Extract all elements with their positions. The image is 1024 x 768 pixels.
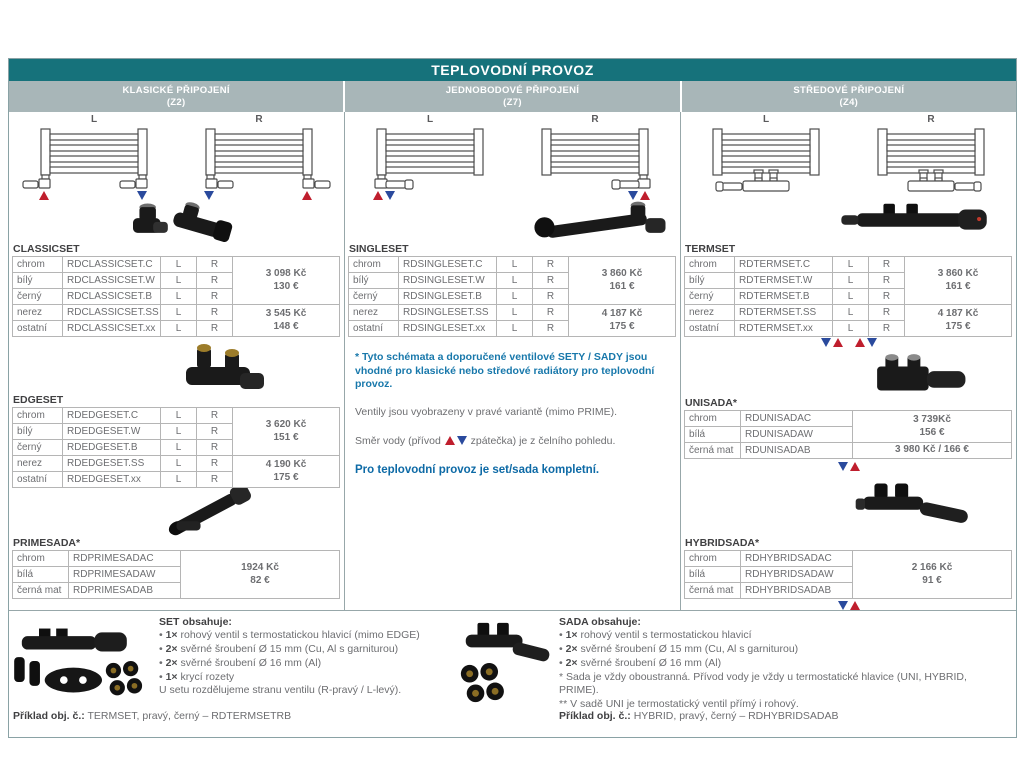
edgeset-table	[12, 407, 340, 488]
catalog-page	[8, 58, 1017, 738]
right-variant-cell: R	[197, 257, 233, 273]
sada-contents-photo	[447, 617, 552, 712]
supply-arrow-icon	[445, 436, 455, 445]
color-cell: bílý	[13, 273, 63, 289]
page-title: TEPLOVODNÍ PROVOZ	[9, 59, 1016, 81]
color-cell: nerez	[349, 305, 399, 321]
primesada-photo-row	[9, 488, 344, 536]
column-headers	[9, 81, 1016, 112]
left-variant-cell: L	[161, 472, 197, 488]
return-arrow-icon	[457, 436, 467, 445]
diagram-variant-label: L	[90, 114, 98, 125]
termset-product-photo	[830, 198, 1000, 242]
table-row	[685, 551, 1012, 567]
single-diagrams	[345, 112, 680, 198]
supply-arrow-icon	[850, 601, 860, 610]
color-cell: černá mat	[685, 443, 741, 459]
code-cell: RDPRIMESADAC	[69, 551, 181, 567]
diagram-classic-left	[19, 114, 169, 198]
price-cell: 3 860 Kč 161 €	[569, 257, 676, 305]
left-variant-cell: L	[833, 257, 869, 273]
return-arrow-icon	[838, 601, 848, 610]
footer	[9, 610, 1016, 736]
left-variant-cell: L	[161, 273, 197, 289]
singleset-label: SINGLESET	[349, 243, 409, 255]
sada-parts-photo	[447, 617, 552, 707]
code-cell: RDEDGESET.xx	[63, 472, 161, 488]
table-row	[685, 411, 1012, 427]
primesada-table	[12, 550, 340, 599]
price-cell: 3 545 Kč 148 €	[233, 305, 340, 337]
price-cell: 3 739Kč 156 €	[853, 411, 1012, 443]
color-cell: černý	[13, 440, 63, 456]
left-variant-cell: L	[161, 289, 197, 305]
right-variant-cell: R	[197, 273, 233, 289]
left-variant-cell: L	[161, 305, 197, 321]
diagram-variant-label: R	[591, 114, 599, 125]
note-flow-direction: Směr vody (přívod zpátečka) je z čelního pohledu.	[355, 434, 616, 447]
code-cell: RDPRIMESADAW	[69, 567, 181, 583]
right-variant-cell: R	[197, 440, 233, 456]
code-cell: RDHYBRIDSADAW	[741, 567, 853, 583]
flow-direction-icons	[681, 461, 1016, 474]
right-variant-cell: R	[197, 408, 233, 424]
note-schemata: * Tyto schémata a doporučené ventilové SETY / SADY jsou vhodné pro klasické nebo středové radiátory pro teplovodní provoz.	[355, 351, 655, 391]
edgeset-label: EDGESET	[13, 394, 64, 406]
sada-note-1: * Sada je vždy oboustranná. Přívod vody je vždy u termostatické hlavice (UNI, HYBRID, PRIME).	[559, 670, 967, 697]
list-item: • 2× svěrné šroubení Ø 15 mm (Cu, Al s garniturou)	[559, 643, 1009, 657]
termset-table	[684, 256, 1012, 337]
table-row	[13, 408, 340, 424]
code-cell: RDSINGLESET.B	[399, 289, 497, 305]
classicset-product-photo	[107, 198, 247, 242]
code-cell: RDUNISADAW	[741, 427, 853, 443]
radiator-classic-left-drawing	[19, 126, 169, 202]
column-header-classic: KLASICKÉ PŘIPOJENÍ (Z2)	[9, 81, 343, 112]
left-variant-cell: L	[497, 289, 533, 305]
price-cell: 4 187 Kč 175 €	[905, 305, 1012, 337]
set-order-example: Příklad obj. č.: TERMSET, pravý, černý – RDTERMSETRB	[13, 710, 292, 722]
list-item: • 1× krycí rozety	[159, 671, 449, 685]
left-variant-cell: L	[161, 321, 197, 337]
color-cell: černá mat	[685, 583, 741, 599]
code-cell: RDEDGESET.B	[63, 440, 161, 456]
price-cell: 3 860 Kč 161 €	[905, 257, 1012, 305]
color-cell: chrom	[13, 257, 63, 273]
list-item: • 1× rohový ventil s termostatickou hlavicí	[559, 629, 1009, 643]
left-variant-cell: L	[497, 257, 533, 273]
color-cell: chrom	[349, 257, 399, 273]
price-cell: 4 187 Kč 175 €	[569, 305, 676, 337]
right-variant-cell: R	[869, 321, 905, 337]
right-variant-cell: R	[533, 257, 569, 273]
color-cell: ostatní	[685, 321, 735, 337]
return-arrow-icon	[867, 338, 877, 347]
hybridsada-table	[684, 550, 1012, 599]
sada-contents	[559, 616, 1009, 712]
price-cell: 1924 Kč 82 €	[181, 551, 340, 599]
color-cell: bílá	[13, 567, 69, 583]
edgeset-photo-row	[9, 337, 344, 393]
diagram-variant-label: R	[255, 114, 263, 125]
right-variant-cell: R	[197, 321, 233, 337]
set-side-note: U setu rozdělujeme stranu ventilu (R-pravý / L-levý).	[159, 684, 402, 697]
price-cell: 2 166 Kč 91 €	[853, 551, 1012, 599]
color-cell: černý	[349, 289, 399, 305]
code-cell: RDTERMSET.B	[735, 289, 833, 305]
unisada-label: UNISADA*	[685, 397, 737, 409]
diagram-central-left	[691, 114, 841, 198]
code-cell: RDUNISADAC	[741, 411, 853, 427]
supply-arrow-icon	[373, 191, 383, 200]
code-cell: RDTERMSET.SS	[735, 305, 833, 321]
column-header-central: STŘEDOVÉ PŘIPOJENÍ (Z4)	[682, 81, 1016, 112]
diagram-variant-label: L	[426, 114, 434, 125]
radiator-single-left-drawing	[355, 126, 505, 202]
note-complete: Pro teplovodní provoz je set/sada kompletní.	[355, 464, 600, 477]
diagram-classic-right	[184, 114, 334, 198]
radiator-single-right-drawing	[520, 126, 670, 202]
unisada-product-photo	[838, 350, 988, 396]
right-variant-cell: R	[533, 273, 569, 289]
unisada-photo-row	[681, 350, 1016, 396]
central-diagrams	[681, 112, 1016, 198]
set-contents	[159, 616, 449, 698]
right-variant-cell: R	[869, 305, 905, 321]
left-variant-cell: L	[161, 257, 197, 273]
list-item: • 2× svěrné šroubení Ø 15 mm (Cu, Al s garniturou)	[159, 643, 449, 657]
singleset-table	[348, 256, 676, 337]
code-cell: RDUNISADAB	[741, 443, 853, 459]
code-cell: RDCLASSICSET.SS	[63, 305, 161, 321]
radiator-central-left-drawing	[691, 126, 841, 202]
price-cell: 3 098 Kč 130 €	[233, 257, 340, 305]
left-variant-cell: L	[497, 305, 533, 321]
radiator-central-right-drawing	[856, 126, 1006, 202]
code-cell: RDHYBRIDSADAC	[741, 551, 853, 567]
color-cell: chrom	[685, 551, 741, 567]
set-contents-photo	[11, 619, 151, 708]
code-cell: RDCLASSICSET.W	[63, 273, 161, 289]
left-variant-cell: L	[497, 273, 533, 289]
code-cell: RDCLASSICSET.B	[63, 289, 161, 305]
code-cell: RDPRIMESADAB	[69, 583, 181, 599]
price-cell: 3 980 Kč / 166 €	[853, 443, 1012, 459]
color-cell: chrom	[685, 257, 735, 273]
return-arrow-icon	[838, 462, 848, 471]
code-cell: RDEDGESET.W	[63, 424, 161, 440]
table-row	[685, 257, 1012, 273]
column-central	[680, 112, 1016, 610]
sada-note-2: ** V sadě UNI je termostatický ventil přímý i rohový.	[559, 698, 799, 711]
left-variant-cell: L	[161, 456, 197, 472]
hybridsada-photo-row	[681, 474, 1016, 536]
primesada-product-photo	[142, 488, 272, 536]
right-variant-cell: R	[197, 472, 233, 488]
code-cell: RDEDGESET.SS	[63, 456, 161, 472]
code-cell: RDSINGLESET.SS	[399, 305, 497, 321]
table-row	[13, 305, 340, 321]
left-variant-cell: L	[833, 273, 869, 289]
color-cell: černá mat	[13, 583, 69, 599]
classicset-label: CLASSICSET	[13, 243, 80, 255]
table-row	[349, 305, 676, 321]
code-cell: RDEDGESET.C	[63, 408, 161, 424]
right-variant-cell: R	[869, 257, 905, 273]
color-cell: ostatní	[349, 321, 399, 337]
sada-order-example: Příklad obj. č.: HYBRID, pravý, černý – RDHYBRIDSADAB	[559, 710, 839, 722]
right-variant-cell: R	[197, 289, 233, 305]
color-cell: ostatní	[13, 472, 63, 488]
color-cell: chrom	[685, 411, 741, 427]
color-cell: nerez	[13, 305, 63, 321]
right-variant-cell: R	[533, 321, 569, 337]
code-cell: RDSINGLESET.xx	[399, 321, 497, 337]
left-variant-cell: L	[833, 305, 869, 321]
color-cell: černý	[685, 289, 735, 305]
table-row	[13, 456, 340, 472]
price-cell: 3 620 Kč 151 €	[233, 408, 340, 456]
unisada-table	[684, 410, 1012, 459]
right-variant-cell: R	[197, 424, 233, 440]
right-variant-cell: R	[533, 305, 569, 321]
color-cell: černý	[13, 289, 63, 305]
code-cell: RDTERMSET.W	[735, 273, 833, 289]
notes-block	[345, 337, 680, 478]
diagram-single-right	[520, 114, 670, 198]
color-cell: bílý	[685, 273, 735, 289]
supply-arrow-icon	[302, 191, 312, 200]
table-row	[685, 305, 1012, 321]
left-variant-cell: L	[833, 289, 869, 305]
return-arrow-icon	[385, 191, 395, 200]
termset-label: TERMSET	[685, 243, 736, 255]
color-cell: bílý	[13, 424, 63, 440]
table-row	[13, 257, 340, 273]
edgeset-product-photo	[152, 341, 272, 393]
color-cell: nerez	[13, 456, 63, 472]
set-parts-photo	[11, 619, 151, 703]
code-cell: RDCLASSICSET.C	[63, 257, 161, 273]
supply-arrow-icon	[39, 191, 49, 200]
flow-direction-icons	[681, 337, 1016, 350]
price-cell: 4 190 Kč 175 €	[233, 456, 340, 488]
classicset-table	[12, 256, 340, 337]
classic-diagrams	[9, 112, 344, 198]
color-cell: bílá	[685, 567, 741, 583]
color-cell: chrom	[13, 551, 69, 567]
diagram-variant-label: R	[927, 114, 935, 125]
list-item: • 1× rohový ventil s termostatickou hlavicí (mimo EDGE)	[159, 629, 449, 643]
code-cell: RDCLASSICSET.xx	[63, 321, 161, 337]
left-variant-cell: L	[161, 408, 197, 424]
left-variant-cell: L	[161, 440, 197, 456]
column-header-single: JEDNOBODOVÉ PŘIPOJENÍ (Z7)	[345, 81, 679, 112]
color-cell: nerez	[685, 305, 735, 321]
supply-arrow-icon	[833, 338, 843, 347]
return-arrow-icon	[821, 338, 831, 347]
primesada-label: PRIMESADA*	[13, 537, 81, 549]
left-variant-cell: L	[497, 321, 533, 337]
left-variant-cell: L	[833, 321, 869, 337]
left-variant-cell: L	[161, 424, 197, 440]
set-contents-title: SET obsahuje:	[159, 616, 232, 628]
right-variant-cell: R	[533, 289, 569, 305]
right-variant-cell: R	[869, 289, 905, 305]
hybridsada-product-photo	[836, 476, 986, 536]
diagram-central-right	[856, 114, 1006, 198]
list-item: • 2× svěrné šroubení Ø 16 mm (Al)	[159, 657, 449, 671]
supply-arrow-icon	[850, 462, 860, 471]
column-classic	[9, 112, 344, 610]
color-cell: bílá	[685, 427, 741, 443]
list-item: • 2× svěrné šroubení Ø 16 mm (Al)	[559, 657, 1009, 671]
column-single	[344, 112, 680, 610]
table-row	[685, 443, 1012, 459]
hybridsada-label: HYBRIDSADA*	[685, 537, 760, 549]
code-cell: RDTERMSET.C	[735, 257, 833, 273]
color-cell: chrom	[13, 408, 63, 424]
note-valves: Ventily jsou vyobrazeny v pravé variantě (mimo PRIME).	[355, 405, 618, 418]
code-cell: RDTERMSET.xx	[735, 321, 833, 337]
sada-contents-title: SADA obsahuje:	[559, 616, 641, 628]
right-variant-cell: R	[869, 273, 905, 289]
color-cell: ostatní	[13, 321, 63, 337]
code-cell: RDSINGLESET.W	[399, 273, 497, 289]
color-cell: bílý	[349, 273, 399, 289]
radiator-classic-right-drawing	[184, 126, 334, 202]
code-cell: RDSINGLESET.C	[399, 257, 497, 273]
table-row	[13, 551, 340, 567]
supply-arrow-icon	[855, 338, 865, 347]
table-row	[349, 257, 676, 273]
code-cell: RDHYBRIDSADAB	[741, 583, 853, 599]
diagram-single-left	[355, 114, 505, 198]
right-variant-cell: R	[197, 456, 233, 472]
singleset-product-photo	[514, 198, 674, 242]
diagram-variant-label: L	[762, 114, 770, 125]
right-variant-cell: R	[197, 305, 233, 321]
